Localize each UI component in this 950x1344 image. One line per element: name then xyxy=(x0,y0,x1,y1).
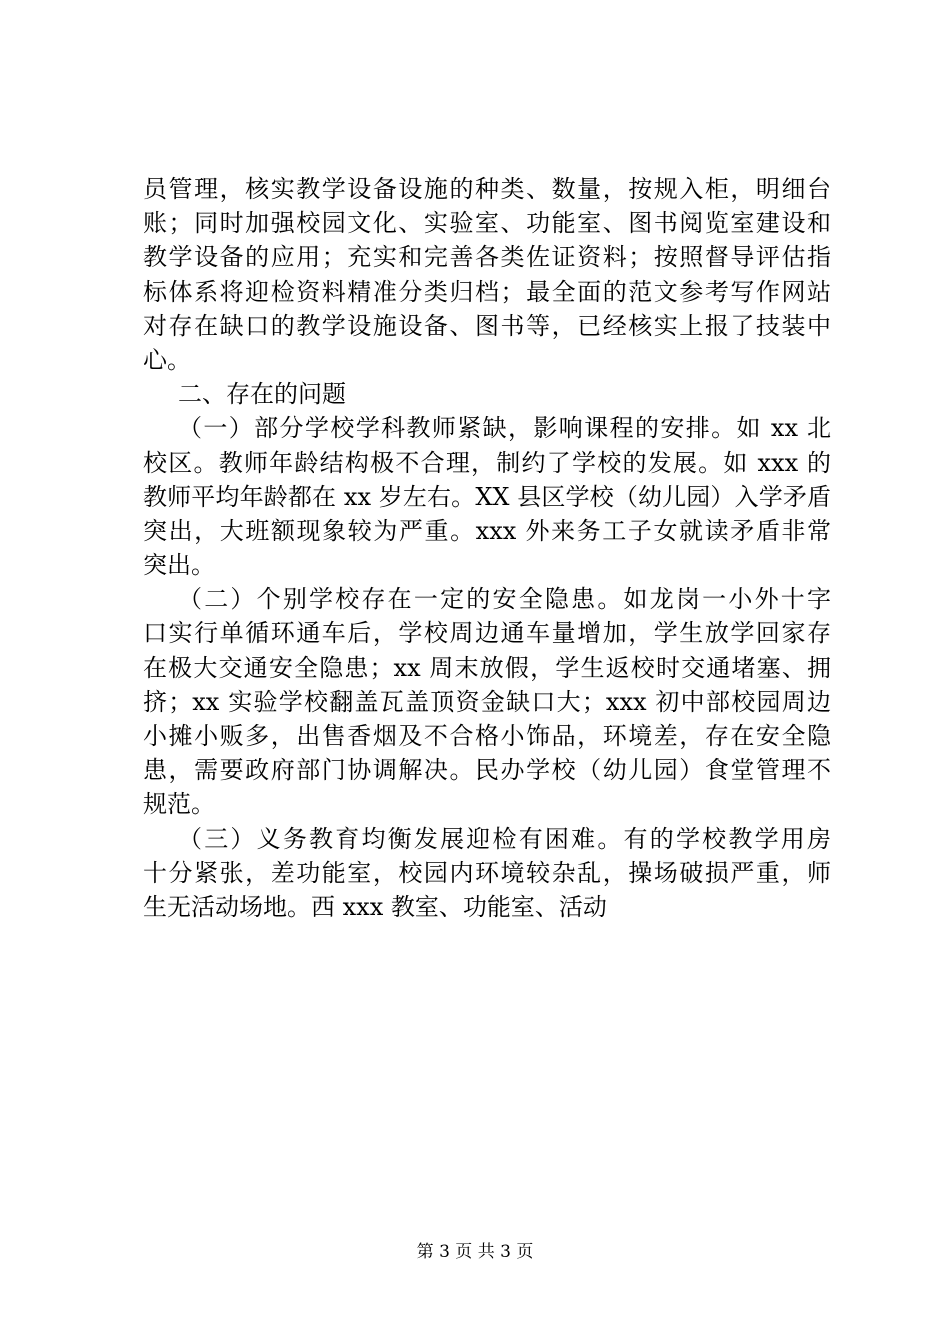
text-line: （二）个别学校存在一定的安全隐患。如龙岗一小外十字 xyxy=(178,585,831,614)
text-line: 账；同时加强校园文化、实验室、功能室、图书阅览室建设和 xyxy=(143,209,831,238)
text-line: 规范。 xyxy=(143,790,215,819)
text-line: 患，需要政府部门协调解决。民办学校（幼儿园）食堂管理不 xyxy=(143,756,831,785)
text-line: 标体系将迎检资料精准分类归档；最全面的范文参考写作网站 xyxy=(143,277,831,306)
text-line: 二、存在的问题 xyxy=(178,380,346,409)
text-line: （一）部分学校学科教师紧缺，影响课程的安排。如 xx 北 xyxy=(178,414,831,443)
text-line: 教学设备的应用；充实和完善各类佐证资料；按照督导评估指 xyxy=(143,243,831,272)
body-text xyxy=(143,172,831,924)
text-line: 突出，大班额现象较为严重。xxx 外来务工子女就读矛盾非常 xyxy=(143,516,831,545)
text-line: 挤；xx 实验学校翻盖瓦盖顶资金缺口大；xxx 初中部校园周边 xyxy=(143,687,831,716)
text-line: 校区。教师年龄结构极不合理，制约了学校的发展。如 xxx 的 xyxy=(143,448,831,477)
text-line: （三）义务教育均衡发展迎检有困难。有的学校教学用房 xyxy=(178,824,831,853)
text-line: 对存在缺口的教学设施设备、图书等，已经核实上报了技装中 xyxy=(143,311,831,340)
text-line: 教师平均年龄都在 xx 岁左右。XX 县区学校（幼儿园）入学矛盾 xyxy=(143,482,831,511)
text-line: 口实行单循环通车后，学校周边通车量增加，学生放学回家存 xyxy=(143,619,831,648)
text-line: 小摊小贩多，出售香烟及不合格小饰品，环境差，存在安全隐 xyxy=(143,722,831,750)
text-line: 在极大交通安全隐患；xx 周末放假，学生返校时交通堵塞、拥 xyxy=(143,653,831,682)
text-line: 生无活动场地。西 xxx 教室、功能室、活动 xyxy=(143,892,607,921)
page-footer: 第 3 页 共 3 页 xyxy=(416,1242,534,1262)
text-line: 员管理，核实教学设备设施的种类、数量，按规入柜，明细台 xyxy=(143,175,831,203)
text-line: 心。 xyxy=(143,345,191,374)
text-line: 突出。 xyxy=(143,551,215,580)
text-line: 十分紧张，差功能室，校园内环境较杂乱，操场破损严重，师 xyxy=(143,858,831,887)
